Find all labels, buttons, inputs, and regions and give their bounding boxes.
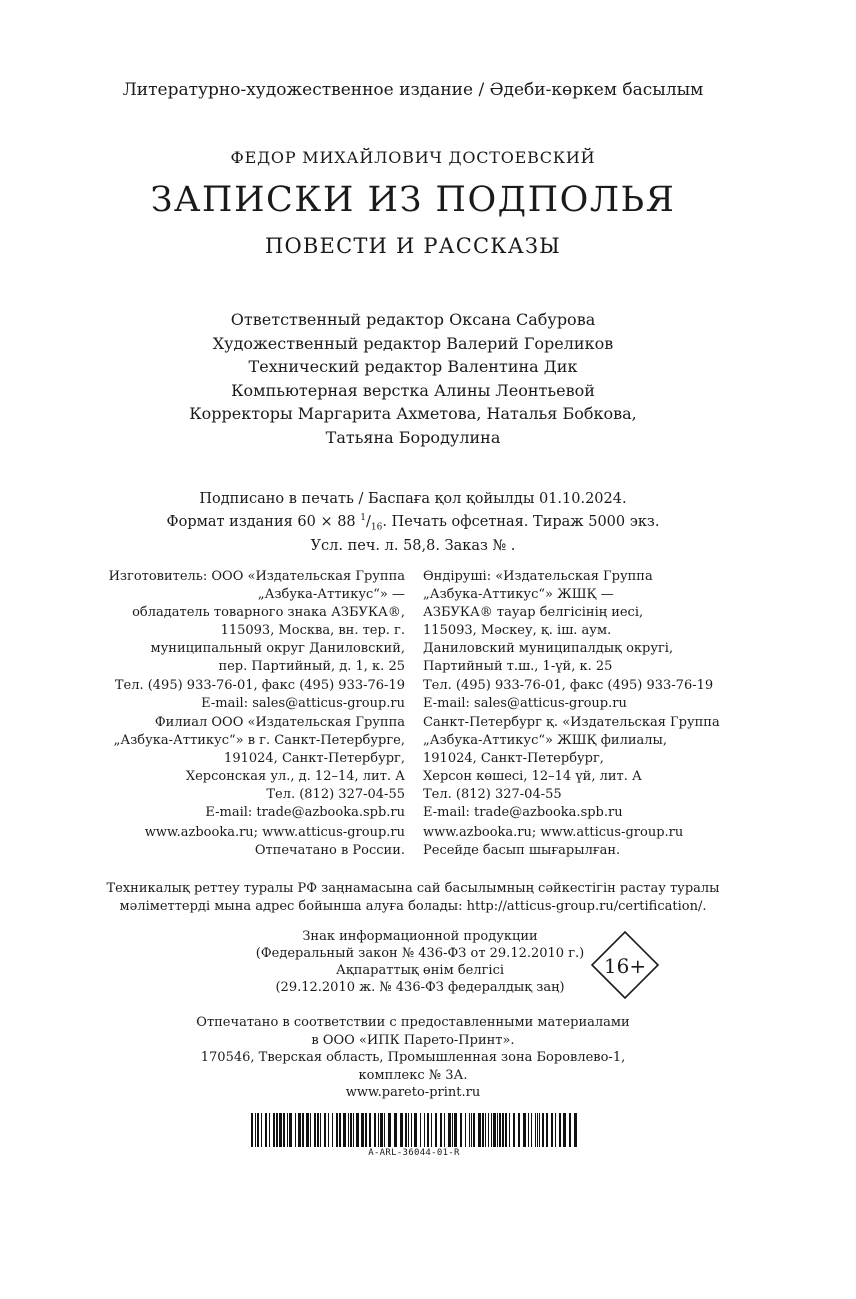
branch-kz-line: 191024, Санкт-Петербург,	[423, 751, 604, 767]
web-ru	[145, 824, 405, 860]
manufacturer-kz-email: E-mail: sales@atticus-group.ru	[423, 695, 627, 711]
barcode-icon	[249, 1113, 579, 1147]
author-name: ФЕДОР МИХАЙЛОВИЧ ДОСТОЕВСКИЙ	[230, 148, 596, 167]
branch-ru-line: Херсонская ул., д. 12–14, лит. А	[185, 769, 405, 785]
printer-line: комплекс № 3А.	[358, 1067, 468, 1083]
certification-line: мәліметтерді мына адрес бойынша алуға болады: http://atticus-group.ru/certification/.	[119, 899, 707, 914]
info-mark-line: Знак информационной продукции	[302, 929, 538, 944]
credit-line: Художественный редактор Валерий Гореликов	[212, 333, 614, 353]
printer-website: www.pareto-print.ru	[345, 1085, 481, 1100]
websites-kz: www.azbooka.ru; www.atticus-group.ru	[423, 825, 684, 840]
credit-line: Технический редактор Валентина Дик	[248, 357, 578, 377]
manufacturer-kz-line: Тел. (495) 933-76-01, факс (495) 933-76-19	[423, 677, 714, 693]
websites-ru: www.azbooka.ru; www.atticus-group.ru	[144, 825, 405, 840]
info-mark-line: Ақпараттық өнім белгісі	[335, 963, 505, 978]
branch-ru-line: Тел. (812) 327-04-55	[266, 787, 405, 803]
printer-line: Отпечатано в соответствии с предоставленными материалами	[196, 1015, 630, 1030]
credit-line: Корректоры Маргарита Ахметова, Наталья Бобкова,	[189, 404, 637, 424]
manufacturer-kz-line: „Азбука-Аттикус“» ЖШҚ —	[423, 587, 614, 603]
manufacturer-ru-line: обладатель товарного знака АЗБУКА®,	[132, 605, 405, 621]
branch-kz-line: „Азбука-Аттикус“» ЖШҚ филиалы,	[423, 733, 667, 749]
manufacturer-ru-email: E-mail: sales@atticus-group.ru	[201, 695, 405, 711]
branch-kz-line: Тел. (812) 327-04-55	[423, 787, 562, 803]
printed-in-kz: Ресейде басып шығарылған.	[423, 843, 621, 859]
manufacturer-ru	[109, 568, 405, 713]
credit-line: Компьютерная верстка Алины Леонтьевой	[231, 380, 595, 400]
manufacturer-ru-line: муниципальный округ Даниловский,	[150, 641, 405, 657]
print-info	[0, 490, 826, 555]
info-mark-line: (29.12.2010 ж. № 436-ФЗ федералдық заң)	[275, 980, 565, 995]
manufacturer-ru-line: пер. Партийный, д. 1, к. 25	[218, 659, 405, 675]
format-suffix: . Печать офсетная. Тираж 5000 экз.	[382, 513, 660, 530]
branch-ru-email: E-mail: trade@azbooka.spb.ru	[205, 805, 405, 821]
branch-kz-line: Санкт-Петербург қ. «Издательская Группа	[423, 715, 720, 730]
branch-kz-line: Херсон көшесі, 12–14 үй, лит. А	[423, 769, 642, 785]
manufacturer-ru-line: Тел. (495) 933-76-01, факс (495) 933-76-19	[114, 677, 405, 693]
printer-line: 170546, Тверская область, Промышленная зона Боровлево-1,	[200, 1050, 626, 1065]
printed-in-ru: Отпечатано в России.	[254, 843, 405, 859]
manufacturer-ru-line: „Азбука-Аттикус“» —	[257, 587, 405, 603]
manufacturer-ru-line: Изготовитель: ООО «Издательская Группа	[108, 569, 405, 584]
format-prefix: Формат издания 60 × 88	[166, 513, 361, 530]
certification-line: Техникалық реттеу туралы РФ заңнамасына сай басылымның сәйкестігін растау туралы	[106, 881, 720, 896]
branch-ru	[114, 714, 405, 823]
certification-note	[0, 880, 826, 916]
manufacturer-kz-line: Өндіруші: «Издательская Группа	[423, 569, 653, 584]
branch-kz	[423, 714, 720, 823]
manufacturer-kz-line: 115093, Мәскеу, қ. іш. аум.	[423, 623, 612, 639]
branch-ru-line: „Азбука-Аттикус“» в г. Санкт-Петербурге,	[113, 733, 405, 749]
manufacturer-ru-line: 115093, Москва, вн. тер. г.	[220, 623, 405, 639]
manufacturer-kz-line: Даниловский муниципалдық округі,	[423, 641, 674, 657]
book-title: ЗАПИСКИ ИЗ ПОДПОЛЬЯ	[150, 180, 676, 220]
info-mark-line: (Федеральный закон № 436-ФЗ от 29.12.2010 г.)	[255, 946, 585, 961]
branch-ru-line: Филиал ООО «Издательская Группа	[154, 715, 405, 730]
credits-block	[0, 308, 826, 450]
book-subtitle: ПОВЕСТИ И РАССКАЗЫ	[264, 234, 561, 258]
manufacturer-kz-line: АЗБУКА® тауар белгісінің иесі,	[423, 605, 644, 621]
age-rating-badge	[590, 930, 660, 1000]
credit-line: Ответственный редактор Оксана Сабурова	[230, 310, 596, 329]
barcode-code: A-ARL-36044-01-R	[368, 1148, 460, 1158]
credit-line: Татьяна Бородулина	[325, 427, 501, 447]
sheets-order: Усл. печ. л. 58,8. Заказ № .	[310, 537, 516, 554]
format-line	[0, 509, 826, 537]
signed-date: Подписано в печать / Баспаға қол қойылды 01.10.2024.	[199, 491, 627, 507]
branch-ru-line: 191024, Санкт-Петербург,	[224, 751, 405, 767]
edition-type: Литературно-художественное издание / Әдеби-көркем басылым	[122, 80, 704, 100]
web-kz	[423, 824, 683, 860]
manufacturer-kz-line: Партийный т.ш., 1-үй, к. 25	[423, 659, 613, 675]
format-frac-num: 1	[360, 512, 366, 523]
age-rating-text: 16+	[603, 954, 647, 978]
branch-kz-email: E-mail: trade@azbooka.spb.ru	[423, 805, 623, 821]
format-frac-den: 16	[370, 522, 383, 533]
printer-info	[0, 1014, 826, 1102]
format-frac-sep: /	[366, 513, 371, 530]
info-product-mark	[230, 928, 610, 996]
printer-line: в ООО «ИПК Парето-Принт».	[311, 1032, 515, 1048]
manufacturer-kz	[423, 568, 713, 713]
